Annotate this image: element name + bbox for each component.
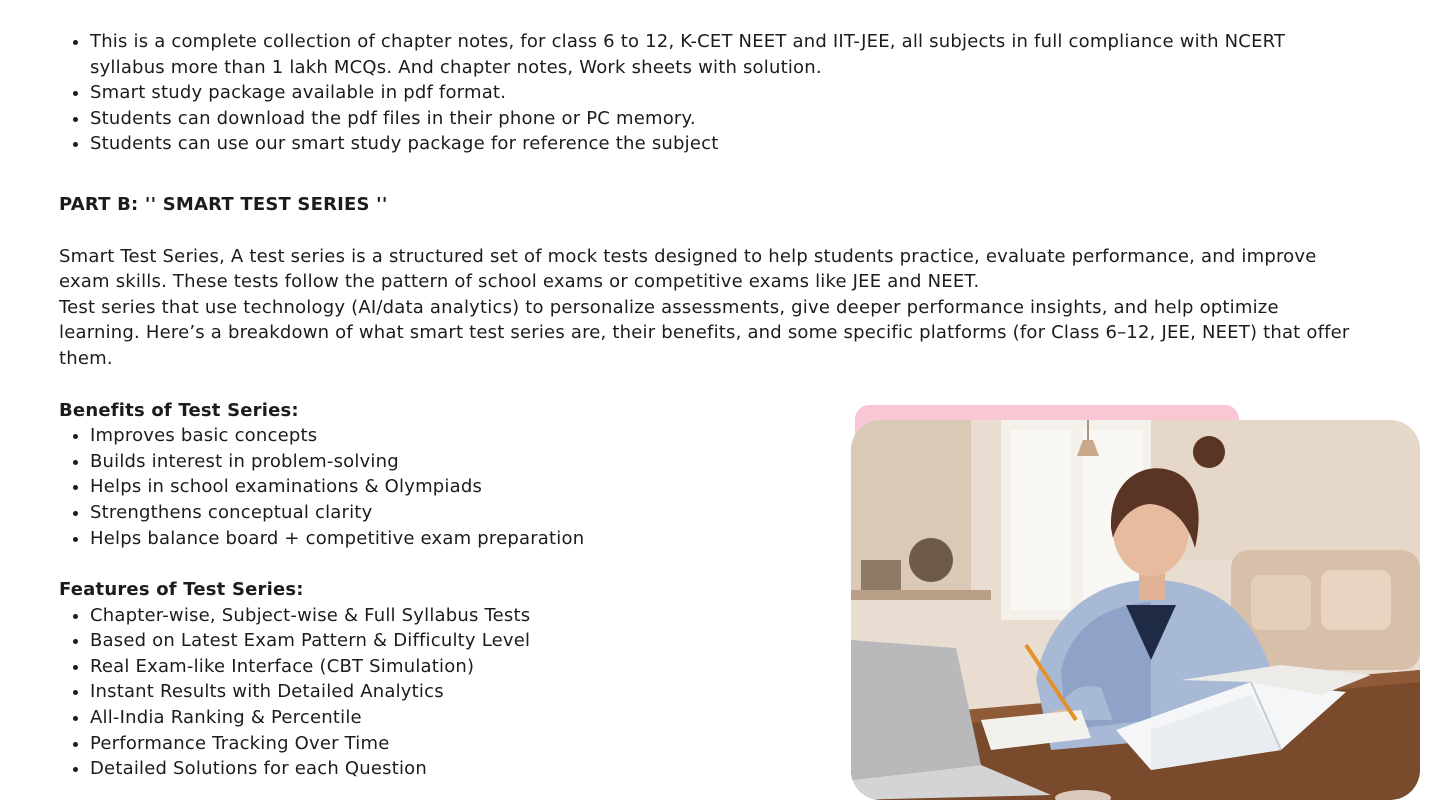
list-item: • Instant Results with Detailed Analytics — [90, 679, 1359, 705]
list-item: • Smart study package available in pdf format. — [90, 80, 1359, 106]
list-item: • Chapter-wise, Subject-wise & Full Syllabus Tests — [90, 603, 1359, 629]
list-item: • Based on Latest Exam Pattern & Difficulty Level — [90, 628, 1359, 654]
list-item: • Real Exam-like Interface (CBT Simulation) — [90, 654, 1359, 680]
list-item: • Helps balance board + competitive exam preparation — [90, 526, 1359, 552]
list-item: • Detailed Solutions for each Question — [90, 756, 1359, 782]
student-illustration — [851, 420, 1420, 800]
intro-bullet-list — [59, 29, 1359, 157]
list-item: • Helps in school examinations & Olympiads — [90, 474, 1359, 500]
list-item: • This is a complete collection of chapter notes, for class 6 to 12, K-CET NEET and IIT-JEE, all subjects in full compliance with NCERT syllabus more than 1 lakh MCQs. And chapter notes, Work sheets with solution. — [90, 29, 1359, 80]
part-b-intro — [59, 244, 1359, 372]
list-item: • Performance Tracking Over Time — [90, 731, 1359, 757]
intro-paragraph: Smart Test Series, A test series is a structured set of mock tests designed to help students practice, evaluate performance, and improve exam skills. These tests follow the pattern of school exams or competitive exams like JEE and NEET. — [59, 245, 1317, 293]
list-item: • Builds interest in problem-solving — [90, 449, 1359, 475]
benefits-heading: Benefits of Test Series: — [59, 399, 299, 421]
list-item: • Students can use our smart study package for reference the subject — [90, 131, 1359, 157]
part-b-heading: PART B: '' SMART TEST SERIES '' — [59, 193, 388, 215]
list-item: • Strengthens conceptual clarity — [90, 500, 1359, 526]
student-photo-card — [851, 405, 1420, 800]
intro-paragraph: Test series that use technology (AI/data analytics) to personalize assessments, give deeper performance insights, and help optimize learning. Here’s a breakdown of what smart test series are, their benefits, and some specific platforms (for Class 6–12, JEE, NEET) that offer them. — [59, 296, 1350, 369]
features-heading: Features of Test Series: — [59, 579, 304, 601]
list-item: • Students can download the pdf files in their phone or PC memory. — [90, 106, 1359, 132]
list-item: • Improves basic concepts — [90, 423, 1359, 449]
student-studying-photo — [851, 420, 1420, 800]
list-item: • All-India Ranking & Percentile — [90, 705, 1359, 731]
